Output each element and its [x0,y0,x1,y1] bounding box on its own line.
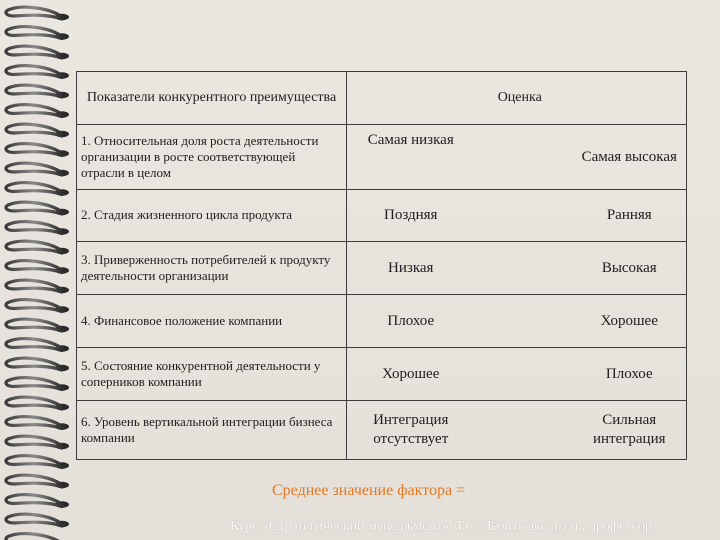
low-rating-cell: Низкая [347,242,475,295]
table-row [77,348,687,401]
low-rating-cell: Самая низкая [347,125,475,190]
criterion-cell: 4. Финансовое положение компании [77,295,347,348]
criterion-cell: 3. Приверженность потребителей к продукту деятельности организации [77,242,347,295]
header-indicators: Показатели конкурентного преимущества [77,72,347,125]
spacer-cell [475,295,573,348]
low-rating-cell: Интеграция отсутствует [347,401,475,460]
header-empty-cell [573,72,687,125]
criterion-cell: 1. Относительная доля роста деятельности организации в росте соответствующей отрасли в целом [77,125,347,190]
table-row [77,190,687,242]
criterion-cell: 2. Стадия жизненного цикла продукта [77,190,347,242]
spacer-cell [475,242,573,295]
table-row [77,295,687,348]
high-rating-cell: Плохое [573,348,687,401]
high-rating-cell: Высокая [573,242,687,295]
spacer-cell [475,190,573,242]
high-rating-cell: Сильная интеграция [573,401,687,460]
table-row [77,401,687,460]
low-rating-cell: Плохое [347,295,475,348]
criterion-cell: 6. Уровень вертикальной интеграции бизнеса компании [77,401,347,460]
header-rating: Оценка [347,72,573,125]
table-header-row [77,72,687,125]
table-row [77,125,687,190]
low-rating-cell: Хорошее [347,348,475,401]
high-rating-cell: Хорошее [573,295,687,348]
spacer-cell [475,125,573,190]
high-rating-cell: Ранняя [573,190,687,242]
table-row [77,242,687,295]
criterion-cell: 5. Состояние конкурентной деятельности у соперников компании [77,348,347,401]
average-factor-label: Среднее значение фактора = [272,482,466,499]
footer-credit: Курс «Стратегический менеджмент» Л.С. Леонтьева, д.э.н., профессор [230,519,653,534]
spacer-cell [475,348,573,401]
spacer-cell [475,401,573,460]
factors-table [76,71,687,460]
high-rating-cell: Самая высокая [573,125,687,190]
low-rating-cell: Поздняя [347,190,475,242]
spiral-binding-icon [0,0,84,540]
